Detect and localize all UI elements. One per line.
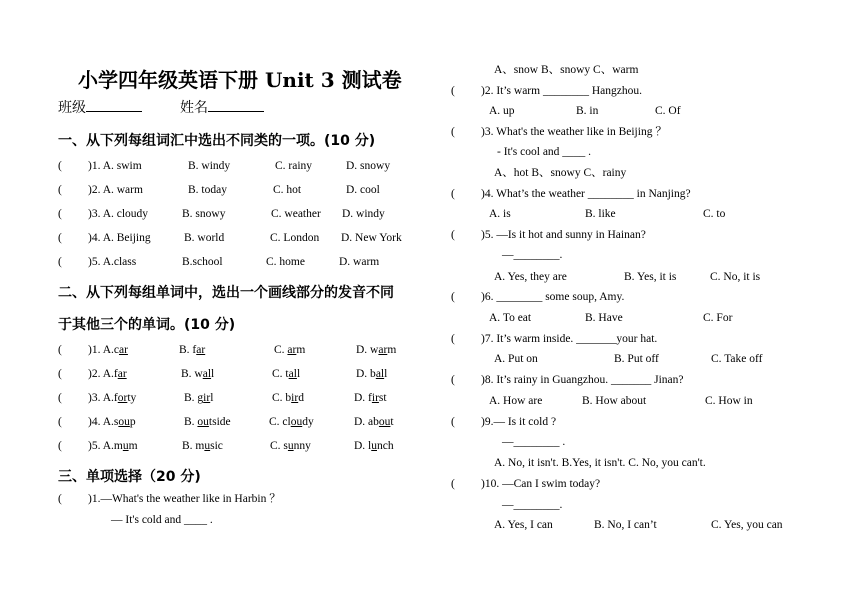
option-c: C. cloudy — [269, 416, 314, 428]
option-b: B.school — [182, 256, 223, 268]
option-d: D. about — [354, 416, 394, 428]
option-b: B. girl — [184, 392, 214, 404]
question-9-options: A. No, it isn't. B.Yes, it isn't. C. No, you can't. — [494, 457, 706, 469]
answer-blank[interactable]: ( — [58, 493, 62, 505]
answer-blank[interactable]: ( — [451, 291, 455, 303]
question-text: )4. A. Beijing — [88, 232, 151, 244]
answer-blank[interactable]: ( — [451, 333, 455, 345]
option-d: D. New York — [341, 232, 402, 244]
section2-heading: 二、从下列每组单词中，选出一个画线部分的发音不同 — [58, 285, 394, 301]
question-text: )5. A.class — [88, 256, 137, 268]
option-a: )1. A.car — [88, 344, 128, 356]
option-a: )4. A.soup — [88, 416, 136, 428]
name-field[interactable] — [180, 97, 264, 117]
option-b: B. windy — [188, 160, 231, 172]
answer-blank[interactable]: ( — [451, 188, 455, 200]
question-text: )7. It’s warm inside. _______your hat. — [481, 333, 658, 345]
question-text: )9.— Is it cold ? — [481, 416, 557, 428]
class-blank[interactable] — [86, 97, 142, 112]
answer-blank[interactable]: ( — [58, 208, 62, 220]
answer-blank[interactable]: ( — [58, 392, 62, 404]
option-c: C. rainy — [275, 160, 313, 172]
question-text: )2. A. warm — [88, 184, 143, 196]
option-c: C. How in — [705, 395, 753, 407]
option-b: B. today — [188, 184, 227, 196]
option-b: B. like — [585, 208, 616, 220]
answer-blank[interactable]: ( — [58, 160, 62, 172]
option-b: B. outside — [184, 416, 231, 428]
question-1-line2: — It's cold and ____ . — [111, 514, 213, 526]
question-text: )5. —Is it hot and sunny in Hainan? — [481, 229, 646, 241]
option-c: C. arm — [274, 344, 306, 356]
answer-blank[interactable]: ( — [451, 229, 455, 241]
answer-blank[interactable]: ( — [451, 416, 455, 428]
question-10-line2: —________. — [502, 499, 563, 511]
option-d: D. warm — [339, 256, 380, 268]
option-d: D. warm — [356, 344, 397, 356]
option-c: C. Take off — [711, 353, 763, 365]
option-c: C. tall — [272, 368, 301, 380]
question-text: )3. What's the weather like in Beijing ？ — [481, 126, 667, 138]
section2-heading-cont: 于其他三个的单词。(10 分) — [58, 317, 236, 333]
class-field[interactable] — [58, 97, 142, 117]
class-label: 班级 — [58, 100, 86, 116]
option-b: B. Have — [585, 312, 623, 324]
option-b: B. wall — [181, 368, 215, 380]
answer-blank[interactable]: ( — [451, 85, 455, 97]
answer-blank[interactable]: ( — [58, 344, 62, 356]
question-text: )1. A. swim — [88, 160, 142, 172]
option-a: )2. A.far — [88, 368, 127, 380]
answer-blank[interactable]: ( — [58, 368, 62, 380]
option-a: A. To eat — [489, 312, 532, 324]
answer-blank[interactable]: ( — [58, 184, 62, 196]
option-c: C. No, it is — [710, 271, 761, 283]
option-a: A. Put on — [494, 353, 538, 365]
question-9-line2: —________ . — [502, 436, 566, 448]
option-c: C. bird — [272, 392, 304, 404]
answer-blank[interactable]: ( — [58, 256, 62, 268]
option-c: C. sunny — [270, 440, 311, 452]
question-text: )8. It’s rainy in Guangzhou. _______ Jinan? — [481, 374, 684, 386]
option-d: D. windy — [342, 208, 385, 220]
section1-heading: 一、从下列每组词汇中选出不同类的一项。(10 分) — [58, 133, 376, 149]
question-3-line2: - It's cool and ____ . — [497, 146, 592, 158]
name-blank[interactable] — [208, 97, 264, 112]
option-b: B. far — [179, 344, 206, 356]
option-d: D. lunch — [354, 440, 394, 452]
option-c: C. weather — [271, 208, 321, 220]
option-c: C. Yes, you can — [711, 519, 783, 531]
section3-heading: 三、单项选择（20 分) — [58, 469, 201, 485]
question-text: )6. ________ some soup, Amy. — [481, 291, 625, 303]
option-c: C. home — [266, 256, 305, 268]
option-d: D. cool — [346, 184, 380, 196]
question-text: )1.—What's the weather like in Harbin ？ — [88, 493, 281, 505]
option-d: D. snowy — [346, 160, 391, 172]
option-a: A. How are — [489, 395, 543, 407]
option-b: B. in — [576, 105, 599, 117]
question-3-options: A、hot B、snowy C、rainy — [494, 167, 627, 179]
option-b: B. world — [184, 232, 225, 244]
option-b: B. Yes, it is — [624, 271, 677, 283]
answer-blank[interactable]: ( — [451, 126, 455, 138]
option-a: A. Yes, they are — [494, 271, 567, 283]
question-text: )10. —Can I swim today? — [481, 478, 601, 490]
page-title: 小学四年级英语下册 Unit 3 测试卷 — [78, 68, 402, 92]
option-b: B. snowy — [182, 208, 226, 220]
option-b: B. music — [182, 440, 223, 452]
option-a: A. up — [489, 105, 515, 117]
option-a: A. Yes, I can — [494, 519, 553, 531]
name-label: 姓名 — [180, 100, 208, 116]
option-a: )3. A.forty — [88, 392, 137, 404]
option-b: B. Put off — [614, 353, 659, 365]
option-d: D. first — [354, 392, 387, 404]
answer-blank[interactable]: ( — [58, 440, 62, 452]
question-5-line2: —________. — [502, 249, 563, 261]
option-c: C. Of — [655, 105, 681, 117]
option-c: C. to — [703, 208, 726, 220]
question-text: )4. What’s the weather ________ in Nanjing? — [481, 188, 691, 200]
option-c: C. For — [703, 312, 733, 324]
answer-blank[interactable]: ( — [451, 374, 455, 386]
option-a: )5. A.mum — [88, 440, 138, 452]
answer-blank[interactable]: ( — [451, 478, 455, 490]
question-text: )3. A. cloudy — [88, 208, 149, 220]
option-c: C. London — [270, 232, 320, 244]
option-c: C. hot — [273, 184, 302, 196]
question-1-options: A、snow B、snowy C、warm — [494, 64, 639, 76]
answer-blank[interactable]: ( — [58, 416, 62, 428]
answer-blank[interactable]: ( — [58, 232, 62, 244]
question-text: )2. It’s warm ________ Hangzhou. — [481, 85, 642, 97]
option-b: B. How about — [582, 395, 647, 407]
option-b: B. No, I can’t — [594, 519, 657, 531]
option-a: A. is — [489, 208, 511, 220]
option-d: D. ball — [356, 368, 388, 380]
